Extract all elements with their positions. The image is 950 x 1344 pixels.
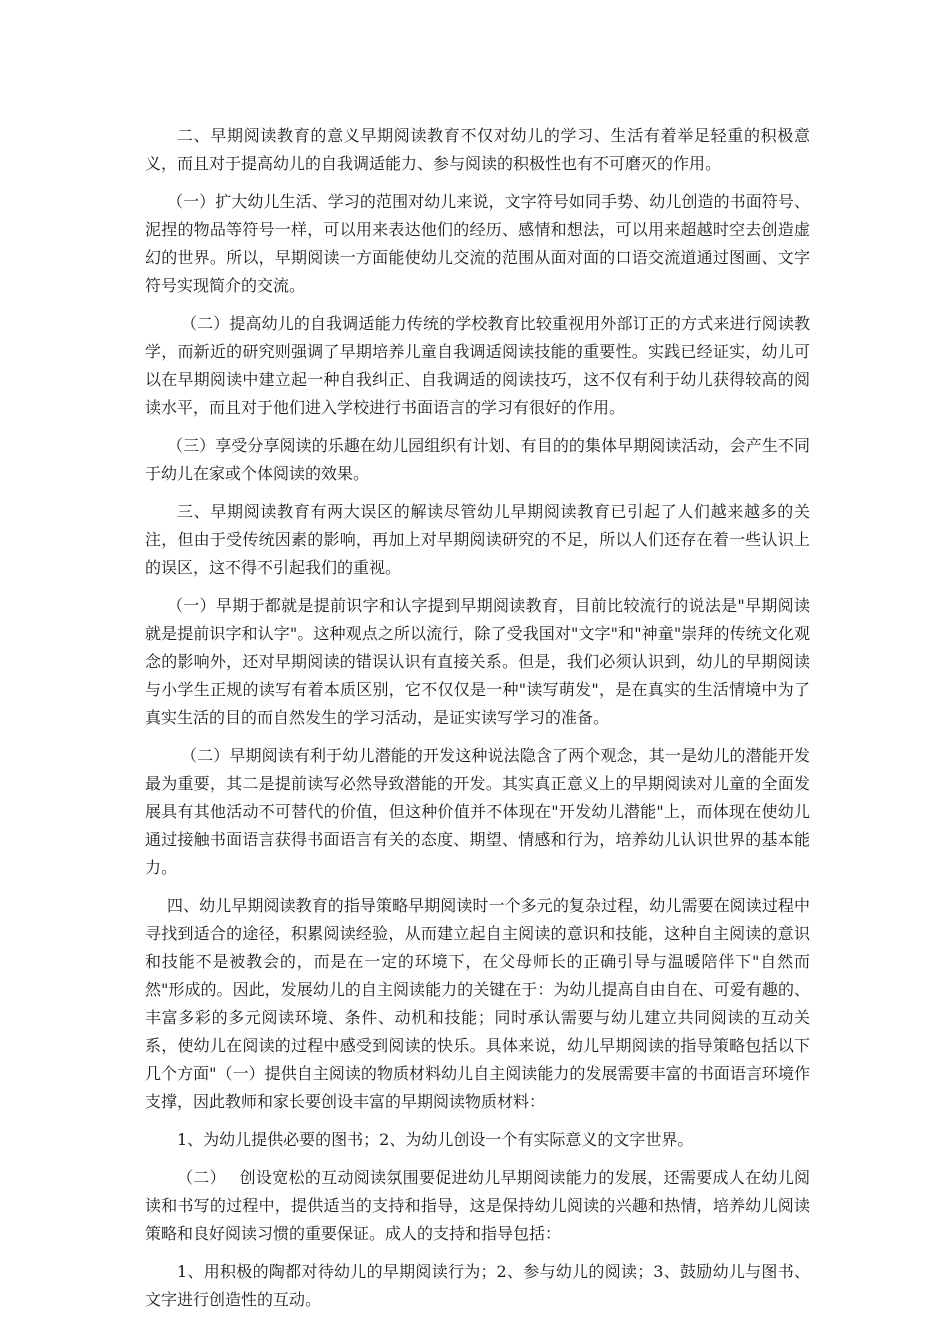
document-page (145, 122, 810, 1324)
paragraph-section-3-2: （二）早期阅读有利于幼儿潜能的开发这种说法隐含了两个观念，其一是幼儿的潜能开发最为重要，其二是提前读写必然导致潜能的开发。其实真正意义上的早期阅读对儿童的全面发展具有其他活动不可替代的价值，但这种价值并不体现在"开发幼儿潜能"上，而体现在使幼儿通过接触书面语言获得书面语言有关的态度、期望、情感和行为，培养幼儿认识世界的基本能力。 (145, 746, 810, 877)
paragraph-section-4-2: （二） 创设宽松的互动阅读氛围要促进幼儿早期阅读能力的发展，还需要成人在幼儿阅读和书写的过程中，提供适当的支持和指导，这是保持幼儿阅读的兴趣和热情，培养幼儿阅读策略和良好阅读习惯的重要保证。成人的支持和指导包括： (145, 1168, 810, 1243)
paragraph-list-support: 1、用积极的陶都对待幼儿的早期阅读行为；2、参与幼儿的阅读；3、鼓励幼儿与图书、文字进行创造性的互动。 (145, 1262, 810, 1309)
paragraph-section-2-1: （一）扩大幼儿生活、学习的范围对幼儿来说，文字符号如同手势、幼儿创造的书面符号、泥捏的物品等符号一样，可以用来表达他们的经历、感情和想法，可以用来超越时空去创造虚幻的世界。所以，早期阅读一方面能使幼儿交流的范围从面对面的口语交流道通过图画、文字符号实现简介的交流。 (145, 192, 810, 295)
paragraph-section-2-3: （三）享受分享阅读的乐趣在幼儿园组织有计划、有目的的集体早期阅读活动，会产生不同于幼儿在家或个体阅读的效果。 (145, 436, 810, 483)
paragraph-section-4: 四、幼儿早期阅读教育的指导策略早期阅读时一个多元的复杂过程，幼儿需要在阅读过程中寻找到适合的途径，积累阅读经验，从而建立起自主阅读的意识和技能，这种自主阅读的意识和技能不是被教会的，而是在一定的环境下，在父母师长的正确引导与温暖陪伴下"自然而然"形成的。因此，发展幼儿的自主阅读能力的关键在于：为幼儿提高自由自在、可爱有趣的、丰富多彩的多元阅读环境、条件、动机和技能；同时承认需要与幼儿建立共同阅读的互动关系，使幼儿在阅读的过程中感受到阅读的快乐。具体来说，幼儿早期阅读的指导策略包括以下几个方面"（一）提供自主阅读的物质材料幼儿自主阅读能力的发展需要丰富的书面语言环境作支撑，因此教师和家长要创设丰富的早期阅读物质材料： (145, 896, 810, 1111)
paragraph-section-3: 三、早期阅读教育有两大误区的解读尽管幼儿早期阅读教育已引起了人们越来越多的关注，但由于受传统因素的影响，再加上对早期阅读研究的不足，所以人们还存在着一些认识上的误区，这不得不引起我们的重视。 (145, 502, 810, 577)
paragraph-section-3-1: （一）早期于都就是提前识字和认字提到早期阅读教育，目前比较流行的说法是"早期阅读就是提前识字和认字"。这种观点之所以流行，除了受我国对"文字"和"神童"崇拜的传统文化观念的影响外，还对早期阅读的错误认识有直接关系。但是，我们必须认识到，幼儿的早期阅读与小学生正规的读写有着本质区别，它不仅仅是一种"读写萌发"，是在真实的生活情境中为了真实生活的目的而自然发生的学习活动，是证实读写学习的准备。 (145, 596, 810, 727)
paragraph-section-2-2: （二）提高幼儿的自我调适能力传统的学校教育比较重视用外部订正的方式来进行阅读教学，而新近的研究则强调了早期培养儿童自我调适阅读技能的重要性。实践已经证实，幼儿可以在早期阅读中建立起一种自我纠正、自我调适的阅读技巧，这不仅有利于幼儿获得较高的阅读水平，而且对于他们进入学校进行书面语言的学习有很好的作用。 (145, 314, 810, 417)
paragraph-list-materials: 1、为幼儿提供必要的图书；2、为幼儿创设一个有实际意义的文字世界。 (177, 1130, 694, 1149)
paragraph-section-2: 二、早期阅读教育的意义早期阅读教育不仅对幼儿的学习、生活有着举足轻重的积极意义，而且对于提高幼儿的自我调适能力、参与阅读的积极性也有不可磨灭的作用。 (145, 126, 810, 173)
